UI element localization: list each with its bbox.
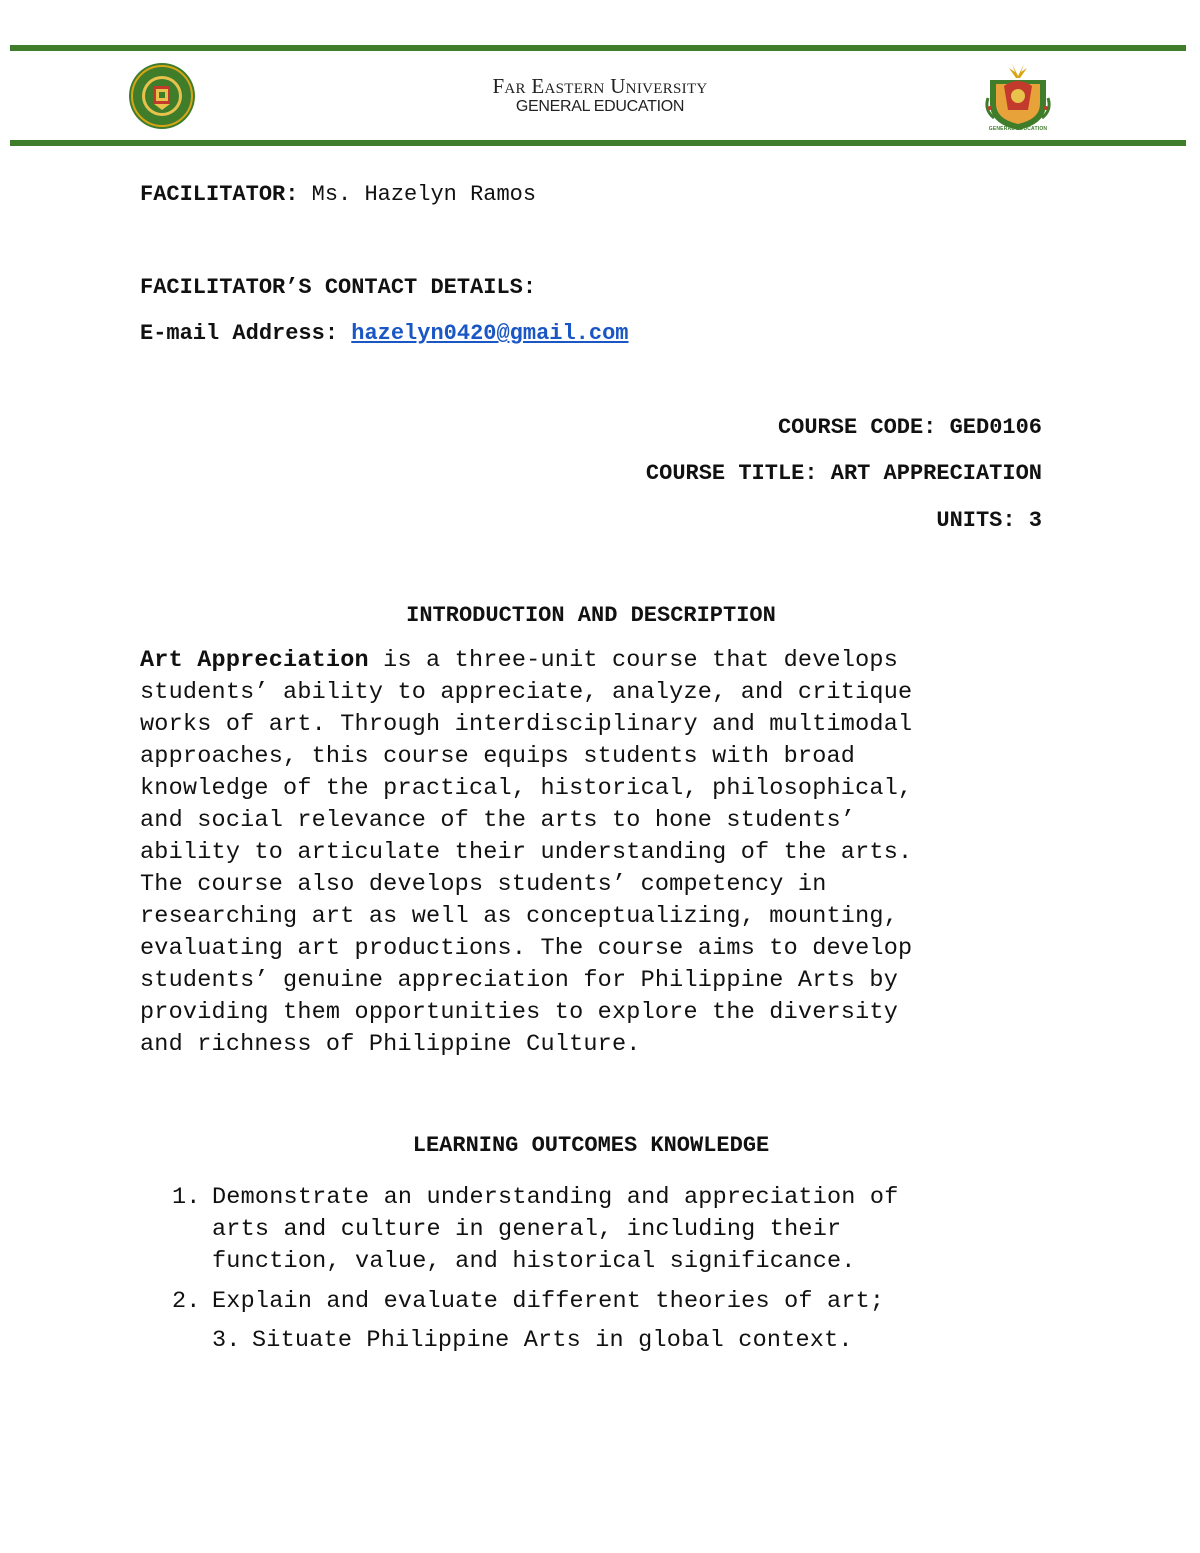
general-education-crest-icon [982,58,1054,136]
facilitator-row [140,183,536,207]
course-title: COURSE TITLE: ART APPRECIATION [645,461,1042,486]
outcome-number: 3. [212,1327,241,1354]
outcome-line: function, value, and historical significance. [212,1248,856,1275]
facilitator-name: Ms. Hazelyn Ramos [311,182,537,207]
paragraph-line: researching art as well as conceptualizing, mounting, [140,903,899,930]
paragraph-line: and social relevance of the arts to hone students’ [140,807,856,834]
paragraph-line: students’ genuine appreciation for Philippine Arts by [140,967,899,994]
paragraph-line: works of art. Through interdisciplinary and multimodal [140,711,913,738]
paragraph-line: ability to articulate their understanding of the arts. [140,839,913,866]
header-bottom-rule [10,140,1186,146]
outcome-line: Situate Philippine Arts in global context. [252,1327,853,1354]
paragraph-line: approaches, this course equips students with broad [140,743,856,770]
facilitator-label: FACILITATOR: [140,182,299,207]
outcome-item-1 [172,1182,899,1278]
paragraph-line: Art Appreciation is a three-unit course that develops [140,647,899,674]
paragraph-line: students’ ability to appreciate, analyze, and critique [140,679,913,706]
department-name: GENERAL EDUCATION [515,98,685,115]
paragraph-line: The course also develops students’ competency in [140,871,827,898]
university-name: Far Eastern University [492,74,708,98]
outcome-line: Explain and evaluate different theories of art; [212,1288,885,1315]
course-units: UNITS: 3 [936,508,1042,533]
paragraph-line: providing them opportunities to explore the diversity [140,999,899,1026]
email-row [140,322,629,346]
outcome-number: 2. [172,1288,201,1315]
email-link[interactable]: hazelyn0420@gmail.com [351,321,629,346]
crest-caption: GENERAL EDUCATION [988,126,1048,132]
outcome-item-3 [212,1325,853,1357]
header-top-rule [10,45,1186,51]
contact-heading: FACILITATOR’S CONTACT DETAILS: [140,275,537,300]
paragraph-line: evaluating art productions. The course aims to develop [140,935,913,962]
intro-paragraph [140,645,1040,1061]
intro-heading: INTRODUCTION AND DESCRIPTION [406,603,776,628]
paragraph-line: knowledge of the practical, historical, philosophical, [140,775,913,802]
course-code: COURSE CODE: GED0106 [777,415,1042,440]
outcomes-heading: LEARNING OUTCOMES KNOWLEDGE [412,1133,770,1158]
email-label: E-mail Address: [140,321,339,346]
university-seal-icon [128,62,196,130]
paragraph-line: and richness of Philippine Culture. [140,1031,641,1058]
course-name-lead: Art Appreciation [140,647,369,674]
outcome-line: Demonstrate an understanding and appreciation of [212,1184,899,1211]
outcome-number: 1. [172,1184,201,1211]
outcome-line: arts and culture in general, including their [212,1216,842,1243]
outcome-item-2 [172,1286,885,1318]
